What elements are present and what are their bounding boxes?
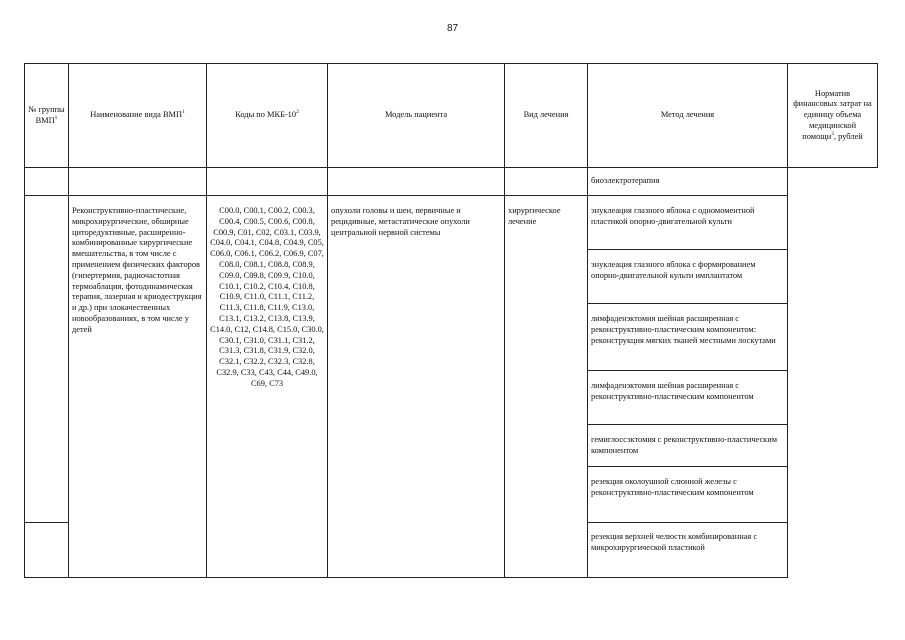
header-treatment-method: [588, 64, 787, 167]
method-cell: биоэлектротерапия: [591, 176, 660, 185]
header-treatment-type-label: Вид лечения: [523, 110, 569, 120]
header-norm: [792, 64, 873, 167]
header-icd-codes-label: Коды по МКБ-10: [235, 110, 297, 120]
footnote-marker: 1: [182, 109, 185, 116]
page-number: 87: [446, 23, 459, 34]
header-norm-unit: , рублей: [833, 131, 863, 141]
method-cell: лимфаденэктомия шейная расширенная с реконструктивно-пластическим компонентом: реконструкция мягких тканей местными лоскутами: [591, 314, 776, 345]
header-treatment-method-label: Метод лечения: [660, 110, 715, 120]
patient-model-cell: опухоли головы и шеи, первичные и рецидивные, метастатические опухоли центральной нервной системы: [331, 206, 470, 237]
method-cell: гемиглоссэктомия с реконструктивно-пластическим компонентом: [591, 435, 778, 455]
footnote-marker: 1: [54, 114, 58, 121]
method-cell: энуклеация глазного яблока с формированием опорно-двигательной культи имплантатом: [591, 260, 756, 280]
method-cell: энуклеация глазного яблока с одномоментной пластикой опорно-двигательной культи: [591, 206, 755, 226]
method-cell: резекция верхней челюсти комбинированная с микрохирургической пластикой: [591, 532, 758, 552]
header-patient-model-label: Модель пациента: [384, 110, 448, 120]
header-vmp-name: [69, 64, 206, 167]
method-cell: резекция околоушной слюнной железы с реконструктивно-пластическим компонентом: [591, 477, 754, 497]
method-cell: лимфаденэктомия шейная расширенная с реконструктивно-пластическим компонентом: [591, 381, 754, 401]
header-treatment-type: [505, 64, 587, 167]
header-group-no: [25, 64, 68, 167]
footnote-marker: 2: [296, 109, 299, 116]
vmp-name-cell: Реконструктивно-пластические, микрохирургические, обширные циторедуктивные, расширенно-комбинированные хирургические вмешательства, в том числе с применением физических факторов (гипертермия, радиочастотная термоаблация, фотодинамическая терапия, лазерная и криодеструкция и др.) при злокачественных новообразованиях, в том числе у детей: [72, 206, 202, 334]
header-patient-model: [328, 64, 504, 167]
header-norm-label: Норматив финансовых затрат на единицу объема медицинской помощи: [793, 88, 872, 141]
header-vmp-name-label: Наименование вида ВМП: [90, 110, 183, 120]
treatment-type-cell: хирургическое лечение: [508, 206, 561, 226]
icd-codes-cell: C00.0, C00.1, C00.2, C00.3, C00.4, C00.5, C00.6, C00.8, C00.9, C01, C02, C03.1, C03.9, C04.0, C04.1, C04.8, C04.9, C05, C06.0, C06.1, C06.2, C06.9, C07, C08.0, C08.1, C08.8, C08.9, C09.0, C09.8, C09.9, C10.0, C10.1, C10.2, C10.4, C10.8, C10.9, C11.0, C11.1, C11.2, C11.3, C11.8, C11.9, C13.0, C13.1, C13.2, C13.8, C13.9, C14.0, C12, C14.8, C15.0, C30.0, C30.1, C31.0, C31.1, C31.2, C31.3, C31.8, C31.9, C32.0, C32.1, C32.2, C32.3, C32.8, C32.9, C33, C43, C44, C49.0, C69, C73: [210, 206, 324, 388]
header-icd-codes: [207, 64, 327, 167]
footnote-marker: 3: [831, 130, 834, 137]
header-group-no-label: № группы ВМП: [28, 104, 65, 125]
